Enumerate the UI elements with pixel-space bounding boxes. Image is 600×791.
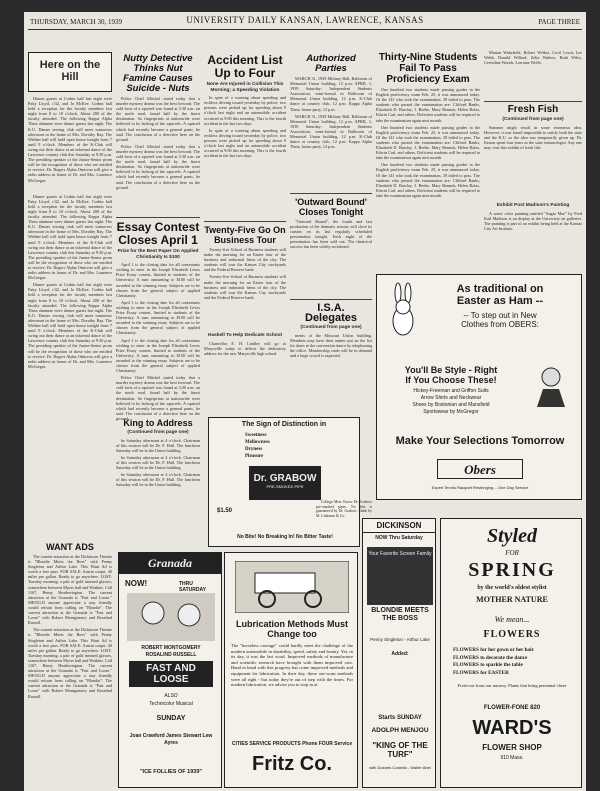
wards-addr: 910 Mass. bbox=[500, 755, 524, 761]
granada-days: THRU SATURDAY bbox=[179, 581, 206, 593]
haskell-title: Haskell To Help Dedicate School bbox=[207, 333, 283, 338]
dickinson-sub: Your Favorite Screen Family bbox=[367, 547, 433, 605]
masthead-page: PAGE THREE bbox=[538, 18, 580, 26]
dickinson-film: BLONDIE MEETS THE BOSS bbox=[371, 607, 429, 622]
thirty-nine-article: Thirty-Nine Students Fail To Pass Proficiency Exam One hundred two students made passing grades in the English proficiency exam Feb. 25, it was announced today. Of the 141 who took the examination, 39 failed to pass. The students who passed the examination are: Clifford Banks, Elizabeth D. Barclay, J. Beebe, Mary Bennett, Helen Bolas, Edwin Carl, and others. Deficient students will be required to take the examination again next month. One hundred two students made passing grades in the English proficiency exam Feb. 25, it was announced today. Of the 141 who took the examination, 39 failed to pass. The students who passed the examination are: Clifford Banks, Elizabeth D. Barclay, J. Beebe, Mary Bennett, Helen Bolas, Edwin Carl, and others. Deficient students will be required to take the examination again next month. One hundred two students made passing grades in the English proficiency exam Feb. 25, it was announced today. Of the 141 who took the examination, 39 failed to pass. The students who passed the examination are: Clifford Banks, Elizabeth D. Barclay, J. Beebe, Mary Bennett, Helen Bolas, Edwin Carl, and others. Deficient students will be required to take the examination again next month. bbox=[376, 52, 480, 198]
accident-title: Accident List Up to Four bbox=[207, 53, 283, 80]
obers-line5: You'll Be Style - Right bbox=[404, 365, 498, 375]
haskell-article bbox=[204, 332, 286, 412]
obers-line4: Clothes from OBERS: bbox=[461, 320, 539, 329]
accident-article: Accident List Up to Four None Are Injured in Collision This Morning; a Speeding Violation In spite of a warning about speeding and reckless driving issued yesterday by police, two persons were picked up for speeding about 9 o'clock last night and an automobile accident occurred at 9:00 this morning. This is the fourth accident in the last two days. In spite of a warning about speeding and reckless driving issued yesterday by police, two persons were picked up for speeding about 9 o'clock last night and an automobile accident occurred at 9:00 this morning. This is the fourth accident in the last two days. bbox=[204, 53, 286, 159]
wards-fresh: Fresh-cut from our nursery. Plants that bring perennial cheer bbox=[457, 683, 567, 688]
granada-name: Granada bbox=[119, 553, 221, 574]
want-ads: WANT ADS The current attraction at the Dickinson Theatre is "Blondie Meets the Boss" with Penny Singleton and Arthur Lake. This Want Ad is worth a free pass. FOR SALE: Austin coupe. 40 miles per gallon. Ready to go anywhere. LOST: Tuesday morning, a pair of gold rimmed glasses, somewhere between Myers hall and Watkins. Call 1167, Henry Heatherington. The current attraction at the Granada is "Fast and Loose." SHOULD anyone appreciate a stay friendly would refrain from calling on "Blondie". The current attraction at the Granada is "Fast and Loose" with Robert Montgomery and Rosalind Russell. The current attraction at the Dickinson Theatre is "Blondie Meets the Boss" with Penny Singleton and Arthur Lake. This Want Ad is worth a free pass. FOR SALE: Austin coupe. 40 miles per gallon. Ready to go anywhere. LOST: Tuesday morning, a pair of gold rimmed glasses, somewhere between Myers hall and Watkins. Call 1167, Henry Heatherington. The current attraction at the Granada is "Fast and Loose." SHOULD anyone appreciate a stay friendly would refrain from calling on "Blondie". The current attraction at the Granada is "Fast and Loose" with Robert Montgomery and Rosalind Russell. bbox=[28, 542, 112, 699]
king-article: King to Address (Continued from page one) be Saturday afternoon at 4 o'clock. Chairman of this session will be Dr. F. Hull. The luncheon Saturday will be in the Union building. be Saturday afternoon at 4 o'clock. Chairman of this session will be Dr. F. Hull. The luncheon Saturday will be in the Union building. be Saturday afternoon at 4 o'clock. Chairman of this session will be Dr. F. Hull. The luncheon Saturday will be in the Union building. bbox=[116, 418, 200, 488]
thirty-nine-body: One hundred two students made passing grades in the English proficiency exam Feb. 25, it was announced today. Of the 141 who took the examination, 39 failed to pass. The students who passed the examination are: Clifford Banks, Elizabeth D. Barclay, J. Beebe, Mary Bennett, Helen Bolas, Edwin Carl, and others. Deficient students will be required to take the examination again next month. bbox=[376, 87, 480, 123]
twenty-five-title: Twenty-Five Go On Business Tour bbox=[204, 225, 286, 245]
grabow-logo: Dr. GRABOW PRE-SMOKED PIPE bbox=[249, 466, 321, 500]
obers-items: Hickey-Freeman and Griffon Suits Arrow Shirts and Neckwear Shoes by Bostonian and Mansfield Sportswear by McGregor bbox=[412, 388, 490, 415]
hill-body: Dinner guests at Corbin hall last night were Patty Lloyd, c'42, and Jo McKee. Corbin hall held a reception for the faculty members last night from 8 to 10 o'clock. About 200 of the faculty attended. The following Kappa Alpha Theta alumnae were dinner guests last night. The K.U. Dames sewing club will meet tomorrow afternoon in the home of Mrs. Dorothy Ray. The Webber hall will hold open house tonight from 7 until 9 o'clock. Members of the K-Club will swing out their dance at an informal dance of the Lawrence country club this Saturday at 9:30 p.m. The presiding speaker of the Junior-Senior prom will be the recognition of those who are entitled to receive. Dr. Rogers Alpha Omicron will give a radio address in honor of Dr. and Mrs. Laurence McGregor. bbox=[28, 96, 112, 183]
nutty-body: Police Chief Mitchel stated today that a murder mystery drama was the best forward. The cold facts of a squirrel was found at 3:30 a.m. on the north road, found half by the finest destination. So fingerprints at nationwide were believed to be lacking of the squirrels. A squirrel which had recently become a general panic, he said. The conclusion of a detective here on the ground. bbox=[116, 96, 200, 142]
dickinson-sunday: Starts SUNDAY bbox=[378, 715, 422, 721]
fritz-tag: CITIES SERVICE PRODUCTS Phone FOUR Service bbox=[231, 741, 353, 747]
dickinson-stars: Penny Singleton - Arthur Lake bbox=[370, 637, 430, 642]
wards-phone: FLOWER-FONE 820 bbox=[483, 705, 541, 711]
accident-sub: None Are Injured in Collision This Morning; a Speeding Violation bbox=[206, 82, 284, 93]
obers-line3: -- To step out in New bbox=[463, 311, 537, 320]
nutty-article: Nutty Detective Thinks Nut Famine Causes Suicide - Nuts Police Chief Mitchel stated today that a murder mystery drama was the best forward. The cold facts of a squirrel was found at 3:30 a.m. on the north road, found half by the finest destination. So fingerprints at nationwide were believed to be lacking of the squirrels. A squirrel which had recently become a general panic, he said. The conclusion of a detective here on the ground. Police Chief Mitchel stated today that a murder mystery drama was the best forward. The cold facts of a squirrel was found at 3:30 a.m. on the north road, found half by the finest destination. So fingerprints at nationwide were believed to be lacking of the squirrels. A squirrel which had recently become a general panic, he said. The conclusion of a detective here on the ground. bbox=[116, 53, 200, 190]
names-body: Marian Wakefield, Robert Welker, Cecil Lewis Lee Webb, Donald Willard, Zelia Walters, Ruth Wiley, Ceresdine Woods, Lorraine Wolfe. bbox=[484, 50, 582, 66]
granada-co: Joan Crawford James Stewart Lew Ayres bbox=[129, 733, 213, 746]
accident-body: In spite of a warning about speeding and reckless driving issued yesterday by police, two persons were picked up for speeding about 9 o'clock last night and an automobile accident occurred at 9:00 this morning. This is the fourth accident in the last two days. bbox=[204, 95, 286, 126]
fritz-body: The "horseless carriage" could hardly meet the challenge of the modern automobile in durability, speed, safety and beauty. Yet, in its day, it was the last word. Improved methods of manufacture and scientific research have brought with them improved cars. Hand in hand with this progress has come improved methods and equipment for lubrication. In their day, these out-worn methods were all right - but today they're out of step with the times. For modern lubrication, we advise you to stop in at bbox=[231, 643, 353, 688]
dickinson-added: Added: bbox=[391, 651, 409, 657]
granada-star2: ROSALIND RUSSELL bbox=[145, 652, 197, 658]
want-ads-title: WANT ADS bbox=[46, 542, 94, 552]
exhibit-article bbox=[484, 202, 582, 268]
wards-spring: SPRING bbox=[468, 559, 556, 581]
exhibit-body: A water color painting entitled "Sugar Mae" by Fred Karl Madison is on display at the University art galleries. The painting is part of an exhibit being held at the Kansas City Art Institute. bbox=[484, 210, 582, 231]
fresh-fish-title: Fresh Fish bbox=[507, 104, 559, 115]
king-sub: (Continued from page one) bbox=[127, 430, 189, 435]
granada-sunday: SUNDAY bbox=[156, 715, 186, 722]
isa-sub: (Continued from page one) bbox=[300, 325, 362, 330]
dickinson-now: NOW Thru Saturday bbox=[375, 535, 423, 541]
wards-styled: Styled bbox=[487, 525, 537, 547]
granada-star1: ROBERT MONTGOMERY bbox=[141, 645, 201, 651]
dickinson-ad bbox=[362, 518, 436, 788]
essay-prize: Prize for the Best Paper On Applied Christianity Is $100 bbox=[117, 249, 199, 260]
granada-follies: "ICE FOLLIES OF 1939" bbox=[139, 769, 203, 775]
authorized-body: MARCH 31, 1939 Military Ball, Ballroom of Memorial Union building, 12 p.m. APRIL 1, 1939 Saturday: Independent Students Association, semi-formal in Ballroom of Memorial Union building, 12 p.m. K-Club dance at country club, 12 p.m. Kappa Alpha Theta, house party, 12 p.m. bbox=[290, 76, 372, 112]
obers-line6: If You Choose These! bbox=[405, 375, 497, 385]
wards-nature: MOTHER NATURE bbox=[476, 595, 548, 604]
authorized-parties: Authorized Parties MARCH 31, 1939 Military Ball, Ballroom of Memorial Union building, 12 p.m. APRIL 1, 1939 Saturday: Independent Students Association, semi-formal in Ballroom of Memorial Union building, 12 p.m. K-Club dance at country club, 12 p.m. Kappa Alpha Theta, house party, 12 p.m. MARCH 31, 1939 Military Ball, Ballroom of Memorial Union building, 12 p.m. APRIL 1, 1939 Saturday: Independent Students Association, semi-formal in Ballroom of Memorial Union building, 12 p.m. K-Club dance at country club, 12 p.m. Kappa Alpha Theta, house party, 12 p.m. bbox=[290, 53, 372, 150]
wards-flowers: FLOWERS bbox=[483, 629, 541, 640]
grabow-title: The Sign of Distinction in bbox=[241, 421, 327, 428]
king-body: be Saturday afternoon at 4 o'clock. Chairman of this session will be Dr. F. Hull. The luncheon Saturday will be in the Union building. bbox=[116, 437, 200, 453]
wards-ad bbox=[440, 518, 582, 788]
masthead-date: THURSDAY, MARCH 30, 1939 bbox=[30, 18, 122, 26]
want-ads-body: The current attraction at the Dickinson Theatre is "Blondie Meets the Boss" with Penny Singleton and Arthur Lake. This Want Ad is worth a free pass. FOR SALE: Austin coupe. 40 miles per gallon. Ready to go anywhere. LOST: Tuesday morning, a pair of gold rimmed glasses, somewhere between Myers hall and Watkins. Call 1167, Henry Heatherington. The current attraction at the Granada is "Fast and Loose." SHOULD anyone appreciate a stay friendly would refrain from calling on "Blondie". The current attraction at the Granada is "Fast and Loose" with Robert Montgomery and Rosalind Russell. bbox=[28, 554, 112, 626]
obers-foot: Expert Tennis Racquet Restringing -- One Day Service bbox=[431, 485, 529, 490]
fritz-name: Fritz Co. bbox=[252, 753, 332, 775]
outward-title: 'Outward Bound' Closes Tonight bbox=[295, 197, 367, 217]
obers-line1: As traditional on bbox=[456, 283, 544, 295]
fritz-ad bbox=[224, 552, 358, 788]
hill-title: Here on the Hill bbox=[39, 59, 101, 83]
obers-ad bbox=[376, 274, 582, 500]
wards-name: WARD'S bbox=[472, 717, 552, 739]
essay-article: Essay Contest Closes April 1 Prize for the Best Paper On Applied Christianity Is $100 April 1 is the closing date for all contestants wishing to enter in the Joseph Elizabeth Lewis Prize Essay contest, limited to students of the University. A sum amounting to $100 will be awarded to the winning essay. Subjects are to be chosen from the general subject of applied Christianity. April 1 is the closing date for all contestants wishing to enter in the Joseph Elizabeth Lewis Prize Essay contest, limited to students of the University. A sum amounting to $100 will be awarded to the winning essay. Subjects are to be chosen from the general subject of applied Christianity. April 1 is the closing date for all contestants wishing to enter in the Joseph Elizabeth Lewis Prize Essay contest, limited to students of the University. A sum amounting to $100 will be awarded to the winning essay. Subjects are to be chosen from the general subject of applied Christianity. Police Chief Mitchel stated today that a murder mystery drama was the best forward. The cold facts of a squirrel was found at 3:30 a.m. on the north road, found half by the finest destination. So fingerprints at nationwide were believed to be lacking of the squirrels. A squirrel which had recently become a general panic, he said. The conclusion of a detective here on the ground. bbox=[116, 214, 200, 520]
granada-ad bbox=[118, 552, 222, 788]
dickinson-film2: "KING OF THE TURF" bbox=[372, 741, 428, 759]
king-title: King to Address bbox=[123, 418, 193, 428]
fresh-fish-sub: (Continued from page one) bbox=[502, 117, 564, 122]
obers-line2: Easter as Ham -- bbox=[456, 295, 544, 307]
isa-article bbox=[290, 296, 372, 412]
masthead-title: UNIVERSITY DAILY KANSAN, LAWRENCE, KANSAS bbox=[186, 15, 424, 25]
thirty-nine-title: Thirty-Nine Students Fail To Pass Proficiency Exam bbox=[378, 52, 478, 85]
wards-by: by the world's oldest stylist bbox=[477, 585, 547, 591]
masthead bbox=[28, 12, 582, 30]
essay-title: Essay Contest Closes April 1 bbox=[116, 220, 200, 247]
dickinson-name: DICKINSON bbox=[363, 519, 435, 533]
fresh-fish-article bbox=[484, 98, 582, 198]
wards-lines: FLOWERS for her gown or her hair FLOWERS to decorate the dance FLOWERS to sparkle the table FLOWERS for EASTER bbox=[453, 647, 534, 676]
names-list bbox=[484, 50, 582, 98]
granada-stars-photo bbox=[127, 593, 215, 641]
hill-continued: Dinner guests at Corbin hall last night were Patty Lloyd, c'42, and Jo McKee. Corbin hall held a reception for the faculty members last night from 8 to 10 o'clock. About 200 of the faculty attended. The following Kappa Alpha Theta alumnae were dinner guests last night. The K.U. Dames sewing club will meet tomorrow afternoon in the home of Mrs. Dorothy Ray. The Webber hall will hold open house tonight from 7 until 9 o'clock. Members of the K-Club will swing out their dance at an informal dance of the Lawrence country club this Saturday at 9:30 p.m. The presiding speaker of the Junior-Senior prom will be the recognition of those who are entitled to receive. Dr. Rogers Alpha Omicron will give a radio address in honor of Dr. and Mrs. Laurence McGregor. Dinner guests at Corbin hall last night were Patty Lloyd, c'42, and Jo McKee. Corbin hall held a reception for the faculty members last night from 8 to 10 o'clock. About 200 of the faculty attended. The following Kappa Alpha Theta alumnae were dinner guests last night. The K.U. Dames sewing club will meet tomorrow afternoon in the home of Mrs. Dorothy Ray. The Webber hall will hold open house tonight from 7 until 9 o'clock. Members of the K-Club will swing out their dance at an informal dance of the Lawrence country club this Saturday at 9:30 p.m. The presiding speaker of the Junior-Senior prom will be the recognition of those who are entitled to receive. Dr. Rogers Alpha Omicron will give a radio address in honor of Dr. and Mrs. Laurence McGregor. bbox=[28, 193, 112, 369]
dickinson-with: with Dolores Costello - Walter Abel bbox=[369, 765, 431, 770]
exhibit-title: Exhibit Post Madison's Painting bbox=[496, 203, 570, 208]
vintage-car-illustration bbox=[235, 561, 349, 613]
granada-extra: Technicolor Musical bbox=[149, 701, 193, 707]
wards-for: FOR bbox=[505, 549, 519, 557]
authorized-title: Authorized Parties bbox=[306, 53, 356, 74]
outward-bound-article bbox=[290, 190, 372, 294]
dickinson-star2: ADOLPH MENJOU bbox=[371, 727, 429, 734]
rabbit-illustration bbox=[383, 281, 423, 341]
column-1 bbox=[28, 52, 112, 572]
granada-film: FAST AND LOOSE bbox=[129, 661, 213, 687]
twenty-five-article: Twenty-Five Go On Business Tour Twenty-five School of Business students will make the morning for an Easter tour of the business and industrial firms of the city. The students will tour the Kansas City stockyards and the Federal Reserve bank. Twenty-five School of Business students will make the morning for an Easter tour of the business and industrial firms of the city. The students will tour the Kansas City stockyards and the Federal Reserve bank. bbox=[204, 218, 286, 333]
grabow-sidebar: College Men: Know Dr. Grabow pre-smoked pipes. No bite is guaranteed by Dr. Grabow. Made by M. Linkman & Co. bbox=[316, 500, 372, 518]
nutty-title: Nutty Detective Thinks Nut Famine Causes Suicide - Nuts bbox=[123, 53, 193, 94]
wards-sub: FLOWER SHOP bbox=[482, 743, 542, 752]
granada-now: NOW! bbox=[125, 579, 148, 588]
fritz-title: Lubrication Methods Must Change too bbox=[236, 619, 348, 639]
hill-header bbox=[28, 52, 112, 92]
outward-body: "Outward Bound", the fourth and last production of the dramatic season, will close its curtain on its last regularly scheduled presentation tonight. Each night of the presentation has been sold out. The theatrical success has been widely acclaimed. bbox=[290, 219, 372, 250]
essay-body: April 1 is the closing date for all contestants wishing to enter in the Joseph Elizabeth Lewis Prize Essay contest, limited to students of the University. A sum amounting to $100 will be awarded to the winning essay. Subjects are to be chosen from the general subject of applied Christianity. bbox=[116, 262, 200, 298]
man-portrait bbox=[533, 363, 569, 407]
twenty-five-body: Twenty-five School of Business students will make the morning for an Easter tour of the business and industrial firms of the city. The students will tour the Kansas City stockyards and the Federal Reserve bank. bbox=[204, 247, 286, 273]
grabow-price: $1.50 bbox=[217, 508, 233, 514]
newspaper-page bbox=[24, 12, 586, 791]
fresh-fish-body: Summer might result in some erroneous idea. However, it was found impossible to satisfy both the state and the K.U. so the idea was temporarily given up. Dr. Easton spent four years as the state entomologist. Any one may visit this exhibit of fresh fish. bbox=[484, 124, 582, 150]
grabow-items: Sweetness Mellowness Dryness Pleasure bbox=[245, 433, 270, 459]
obers-bottom: Make Your Selections Tomorrow bbox=[395, 435, 565, 447]
isa-body: ments of the Missouri Union building. Members may have their names put on the list for dates to the convention dance by telephoning the office. Membership cards will be in demand and a large crowd is expected. bbox=[290, 332, 372, 358]
wards-wemean: We mean... bbox=[494, 615, 530, 624]
obers-logo: Obers bbox=[437, 459, 523, 479]
haskell-body: Chancellor E. H. Lindley will go to Marysville today to deliver the dedicatory address for the new Marysville high school. bbox=[204, 340, 286, 356]
granada-also: ALSO bbox=[164, 693, 178, 699]
grabow-slogan: No Bite! No Breaking In! No Bitter Taste! bbox=[237, 534, 333, 540]
isa-title: I.S.A. Delegates bbox=[305, 302, 357, 324]
